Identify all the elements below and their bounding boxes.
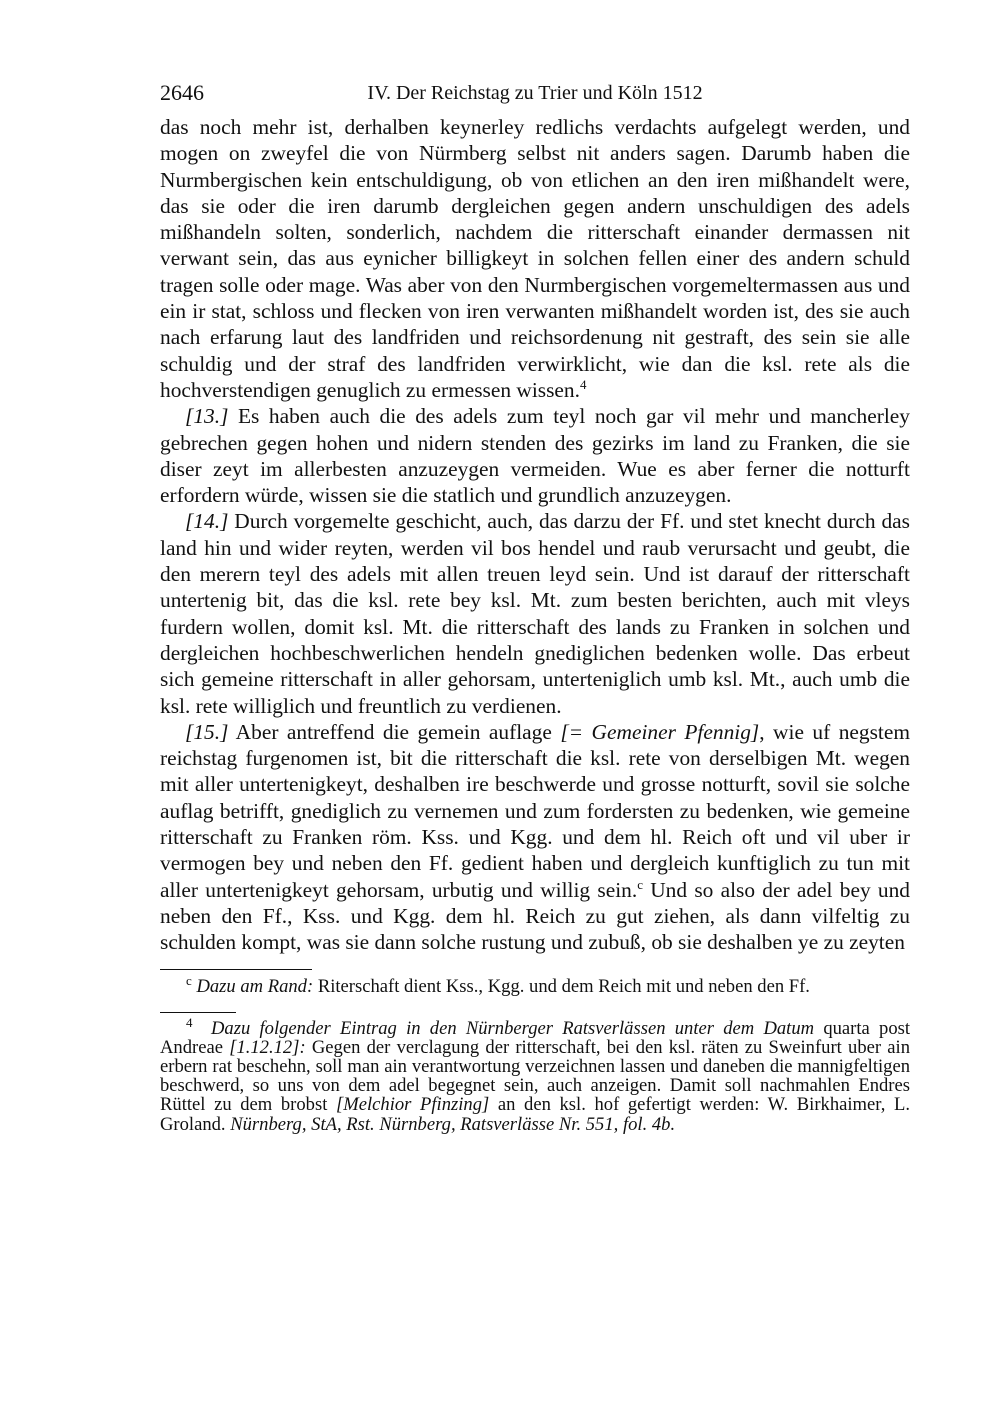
paragraph-text: das noch mehr ist, derhalben keynerley redlichs verdachts aufgelegt werden, und mogen on zweyfel die von Nürmberg selbst nit anders sagen. Darumb haben die Nurmbergischen kein entschuldigung, ob von etlichen an den iren mißhandelt were, das sie oder die iren darumb dergleichen gegen andern unschuldigen des adels mißhandeln solten, sonderlich, nachdem die ritterschaft einander dermassen nit verwant sein, das aus eynicher billigkeyt in solchen fellen einer des andern schuld tragen solle oder mage. Was aber von den Nurmbergischen vorgemeltermassen aus und ein ir stat, schloss und flecken von iren verwanten mißhandelt worden ist, des sie auch nach erfarung laut des landfriden und reichsordenung nit gestraft, des sein sie alle schuldig und der straf des landfriden verwirklicht, wie dan die ksl. rete als die hochverstendigen genuglich zu ermessen wissen. [160, 115, 910, 402]
footnote-divider [160, 1012, 236, 1013]
apparatus-note-label: Dazu am Rand: [196, 975, 314, 997]
main-text [160, 114, 910, 956]
footnote-text: Gegen der verclagung der ritterschaft, bei den ksl. räten zu Sweinfurt uber ain erbern rat beschehn, soll man ain verantwortung verzeichnen lassen und daneben die mannigfeltigen beschwerd, so uns von dem adel begegnet sein, auch anzeigen. Damit soll nachmahlen Endres Rüttel zu dem brobst [160, 1036, 910, 1116]
footnote-gloss-name: [Melchior Pfinzing] [336, 1094, 490, 1116]
running-title: IV. Der Reichstag zu Trier und Köln 1512 [367, 82, 703, 104]
footnote-date-gloss: [1.12.12]: [229, 1036, 306, 1058]
paragraph-continuation [160, 114, 910, 403]
footnote-mark: 4 [186, 1014, 193, 1030]
page-header [160, 80, 910, 114]
paragraph-number: [14.] [185, 509, 229, 534]
footnote-intro: Dazu folgender Eintrag in den Nürnberger Ratsverlässen unter dem Datum [211, 1017, 815, 1039]
paragraph-13 [160, 403, 910, 508]
paragraph-text: Durch vorgemelte geschicht, auch, das darzu der Ff. und stet knecht durch das land hin und wider reyten, werden vil bos hendel und raub verursacht und geubt, die den merern teyl des adels mit allen treuen leyd sein. Und ist darauf der ritterschaft untertenig bit, das die ksl. rete bey ksl. Mt. zum besten berichten, auch mit vleys furdern wollen, domit ksl. Mt. die ritterschaft des lands zu Franken in solchen und dergleichen hochbeschwerlichen hendeln gnediglichen bedenken wolle. Das erbeut sich gemeine ritterschaft in aller gehorsam, unterteniglich umb ksl. Mt., auch umb die ksl. rete williglich und freuntlich zu verdienen. [160, 509, 910, 718]
footnote-date-words: quarta post Andreae [160, 1017, 911, 1058]
paragraph-14 [160, 508, 910, 718]
paragraph-number: [13.] [185, 404, 229, 429]
paragraph-text: , wie uf negstem reichstag furgenomen ist, bit die ritterschaft die ksl. rete von derselbigen Mt. wegen mit aller untertenigkeyt, deshalben ire beschwerde und grosse notturft, sovil sie solche auflag betrifft, gnediglich zu vernemen und zum fordersten zu bedenken, wie gemeine ritterschaft zu Franken röm. Kss. und Kgg. und dem hl. Reich oft und vil uber ir vermogen bey und neben den Ff. gedient haben und dergleich kunftiglich zu tun mit aller untertenigkeyt gehorsam, urbutig und willig sein. [160, 719, 910, 902]
paragraph-number: [15.] [185, 719, 229, 744]
paragraph-text: Es haben auch die des adels zum teyl noch gar vil mehr und mancherley gebrechen gegen hohen und nidern stenden des gezirks im land zu Franken, die sie diser zeyt im allerbesten anzuzeygen vermeiden. Wue es aber ferner die notturft erfordern würde, wissen sie die statlich und grundlich anzuzeygen. [160, 404, 910, 508]
apparatus-note-mark: c [186, 972, 192, 988]
apparatus-note [160, 972, 910, 998]
apparatus-note-reference: c [637, 876, 643, 892]
paragraph-text: Aber antreffend die gemein auflage [228, 719, 561, 744]
page-number: 2646 [160, 80, 204, 105]
document-page [160, 80, 910, 1134]
editorial-gloss: [= Gemeiner Pfennig] [560, 719, 760, 744]
footnote-text: an den ksl. hof gefertigt werden: W. Birkhaimer, L. Groland. [160, 1094, 910, 1135]
apparatus-note-text: Riterschaft dient Kss., Kgg. und dem Reich mit und neben den Ff. [313, 975, 810, 997]
footnote-source: Nürnberg, StA, Rst. Nürnberg, Ratsverlässe Nr. 551, fol. 4b. [230, 1113, 676, 1135]
paragraph-text: Und so also der adel bey und neben den Ff., Kss. und Kgg. dem hl. Reich zu gut ziehen, als dann vilfeltig zu schulden kompt, was sie dann solche rustung und zubuß, ob sie deshalben ye zu zeyten [160, 877, 910, 955]
paragraph-15 [160, 719, 910, 956]
historical-footnote [160, 1014, 911, 1135]
footnote-reference: 4 [579, 376, 587, 392]
apparatus-divider [160, 969, 312, 970]
